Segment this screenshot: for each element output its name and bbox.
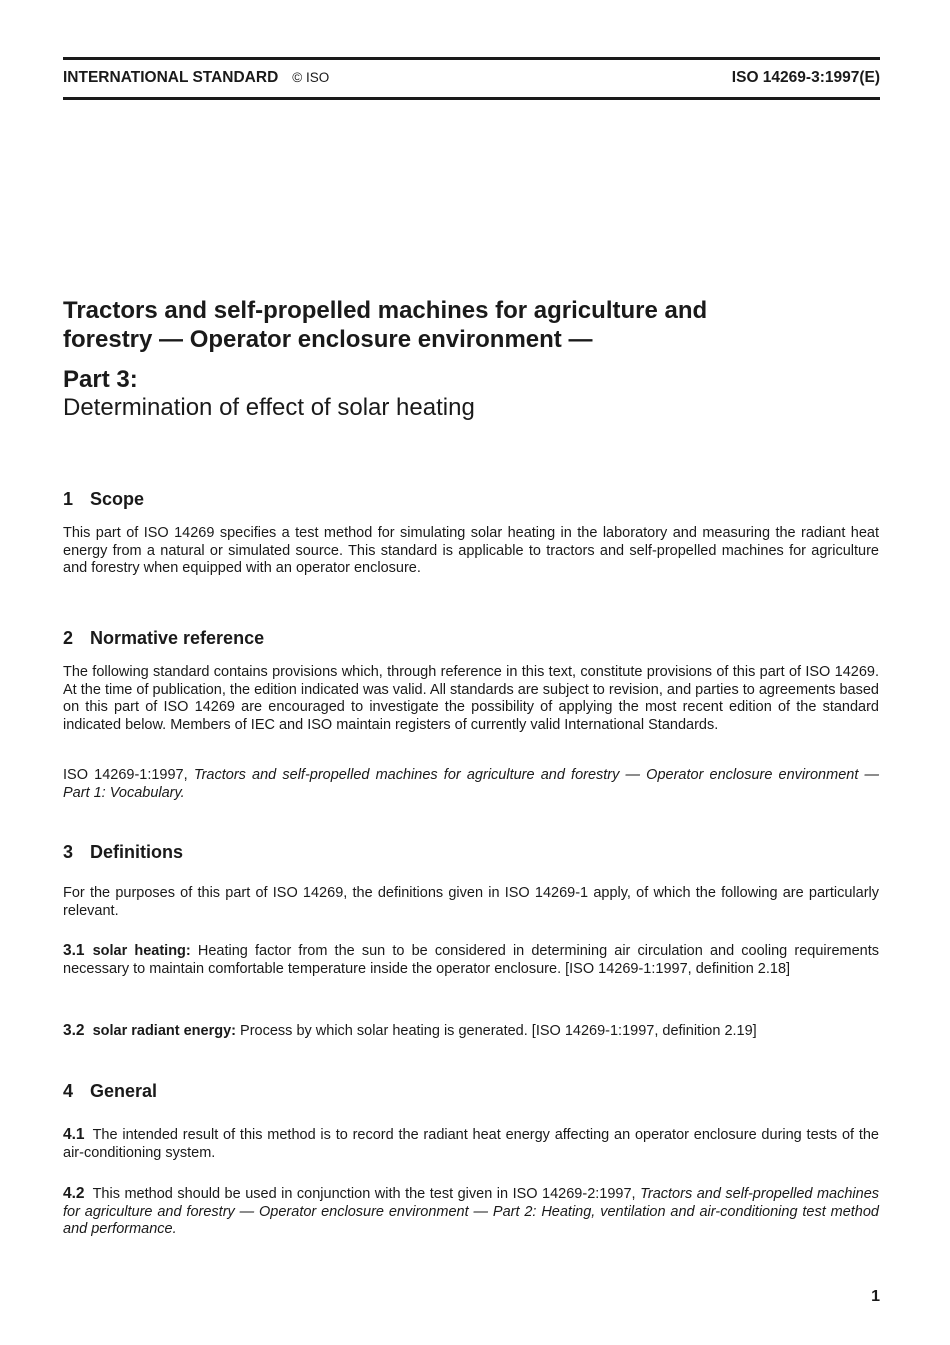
general-4-1 — [63, 1126, 879, 1162]
section-heading-scope — [63, 488, 144, 510]
general-4-2 — [63, 1185, 879, 1239]
section-heading-definitions — [63, 841, 183, 863]
part-label: Part 3: — [63, 366, 138, 393]
definition-text: Heating factor from the sun to be considered in determining air circulation and cooling requirements necessary to maintain comfortable temperature inside the operator enclosure. [ISO 14269-1:1997, definition 2.18] — [63, 943, 879, 977]
reference-title: Tractors and self-propelled machines for agriculture and forestry — Operator enclosure environment — Part 1: Vocabulary. — [63, 767, 879, 801]
title-line-1: Tractors and self-propelled machines for agriculture and — [63, 297, 708, 324]
section-title: Definitions — [90, 842, 183, 862]
definition-3-2 — [63, 1022, 879, 1041]
clause-number: 4.1 — [63, 1126, 85, 1143]
definition-term: solar heating: — [92, 943, 191, 959]
section-number: 3 — [63, 842, 74, 862]
normative-paragraph: The following standard contains provisions which, through reference in this text, constitute provisions of this part of ISO 14269. At the time of publication, the edition indicated was valid. All standards are subject to revision, and parties to agreements based on this part of ISO 14269 are encouraged to investigate the possibility of applying the most recent edition of the standard indicated below. Members of IEC and ISO maintain registers of currently valid International Standards. — [63, 664, 879, 733]
clause-number: 4.2 — [63, 1185, 85, 1202]
section-title: Scope — [90, 489, 145, 509]
header-bottom-rule — [63, 97, 880, 100]
header-copyright: © ISO — [292, 70, 330, 85]
clause-text: This method should be used in conjunction with the test given in ISO 14269-2:1997, — [92, 1186, 636, 1202]
normative-reference-entry — [63, 767, 879, 802]
section-number: 2 — [63, 628, 74, 648]
header-top-rule — [63, 57, 880, 60]
section-number: 4 — [63, 1081, 74, 1101]
definition-term: solar radiant energy: — [92, 1023, 236, 1039]
clause-text: The intended result of this method is to record the radiant heat energy affecting an operator enclosure during tests of the air-conditioning system. — [63, 1127, 879, 1161]
header-standard-type: INTERNATIONAL STANDARD — [63, 69, 279, 86]
section-heading-normative-reference — [63, 627, 264, 649]
definition-3-1 — [63, 942, 879, 978]
section-heading-general — [63, 1080, 157, 1102]
definition-number: 3.2 — [63, 1022, 85, 1039]
header-standard-number: ISO 14269-3:1997(E) — [731, 69, 880, 86]
definition-text: Process by which solar heating is generated. [ISO 14269-1:1997, definition 2.19] — [240, 1023, 757, 1039]
page-header — [63, 69, 880, 89]
definitions-intro: For the purposes of this part of ISO 14269, the definitions given in ISO 14269-1 apply, of which the following are particularly relevant. — [63, 885, 879, 919]
section-number: 1 — [63, 489, 74, 509]
section-title: Normative reference — [90, 628, 265, 648]
clause-referenced-title: Tractors and self-propelled machines for agriculture and forestry — Operator enclosure environment — Part 2: Heating, ventilation and air-conditioning test method and performance. — [63, 1186, 880, 1238]
part-title: Determination of effect of solar heating — [63, 394, 475, 421]
scope-paragraph: This part of ISO 14269 specifies a test method for simulating solar heating in the laboratory and measuring the radiant heat energy from a natural or simulated source. This standard is applicable to tractors and self-propelled machines for agriculture and forestry when equipped with an operator enclosure. — [63, 525, 879, 577]
section-title: General — [90, 1081, 158, 1101]
title-line-2: forestry — Operator enclosure environment — — [63, 326, 593, 353]
document-title — [63, 296, 880, 354]
page-number: 1 — [871, 1288, 880, 1305]
definition-number: 3.1 — [63, 942, 85, 959]
reference-id: ISO 14269-1:1997, — [63, 767, 188, 783]
